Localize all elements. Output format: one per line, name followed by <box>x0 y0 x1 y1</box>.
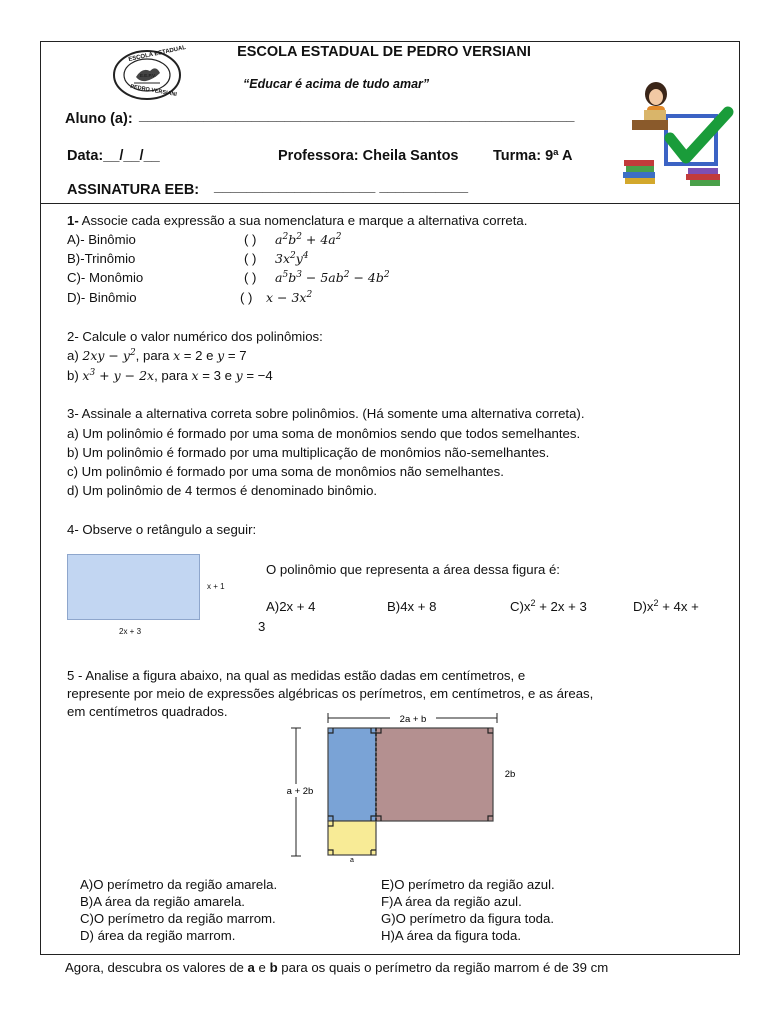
q5-prompt-line-1: 5 - Analise a figura abaixo, na qual as medidas estão dadas em centímetros, e <box>67 668 526 683</box>
q2-prompt: 2- Calcule o valor numérico dos polinômios: <box>67 329 323 344</box>
seal-center-text: E.E.P.V. <box>140 73 157 78</box>
q5-brown-region <box>376 728 493 821</box>
q1-option-a: A)- Binômio <box>67 232 136 247</box>
q3-option-a: a) Um polinômio é formado por uma soma de monômios sendo que todos semelhantes. <box>67 426 581 441</box>
q5-item-b: B)A área da região amarela. <box>80 894 245 909</box>
q1-answer-box-3[interactable]: ( ) <box>244 270 257 285</box>
seal-top-text: ESCOLA ESTADUAL <box>128 44 187 64</box>
q1-answer-box-2[interactable]: ( ) <box>244 251 257 266</box>
q5-label-right: 2b <box>504 769 516 780</box>
date-field[interactable]: Data:__/__/__ <box>67 148 160 164</box>
q1-answer-box-4[interactable]: ( ) <box>240 290 253 305</box>
seal-bottom-text: PEDRO VERSIANI <box>129 83 178 99</box>
q1-prompt: 1- Associe cada expressão a sua nomenclatura e marque a alternativa correta. <box>67 213 528 228</box>
q5-label-top: 2a + b <box>399 714 427 725</box>
q4-bottom-label: 2x + 3 <box>119 627 142 636</box>
q1-option-d: D)- Binômio <box>67 290 137 305</box>
q3-prompt: 3- Assinale a alternativa correta sobre polinômios. (Há somente uma alternativa correta). <box>67 406 585 421</box>
q2-item-a: a) $2xy - y^2$, para x = 2 e y = 7 <box>67 348 247 363</box>
school-name: ESCOLA ESTADUAL DE PEDRO VERSIANI <box>237 44 531 60</box>
q5-item-g: G)O perímetro da figura toda. <box>381 911 554 926</box>
q5-item-a: A)O perímetro da região amarela. <box>80 877 278 892</box>
q4-question: O polinômio que representa a área dessa figura é: <box>266 562 560 577</box>
q4-option-d: $D)x^2 + 4x$ + <box>633 598 699 614</box>
assinatura-label: ASSINATURA EEB: <box>67 182 200 198</box>
professora: Professora: Cheila Santos <box>278 148 459 164</box>
q5-figure <box>278 708 528 868</box>
q5-item-e: E)O perímetro da região azul. <box>381 877 555 892</box>
motto: “Educar é acima de tudo amar” <box>243 77 430 91</box>
q1-expression-1: $a^2b^2 + 4a^2$ <box>275 232 342 247</box>
q5-final-question: Agora, descubra os valores de a e b para os quais o perímetro da região marrom é de 39 cm <box>65 960 609 975</box>
q4-option-a: A)2x + 4 <box>266 599 316 614</box>
q5-item-c: C)O perímetro da região marrom. <box>80 911 276 926</box>
q3-option-b: b) Um polinômio é formado por uma multiplicação de monômios não-semelhantes. <box>67 445 550 460</box>
q5-item-d: D) área da região marrom. <box>80 928 236 943</box>
q4-rectangle <box>67 554 200 620</box>
q4-side-label: x + 1 <box>207 582 225 591</box>
aluno-name-field[interactable]: ______________________________________________________ <box>139 108 575 124</box>
q4-option-b: B)4x + 8 <box>387 599 437 614</box>
q5-prompt-line-2: represente por meio de expressões algébricas os perímetros, em centímetros, e as áreas, <box>67 686 594 701</box>
q2-item-b: b) $x^3 + y - 2x$, para x = 3 e y = −4 <box>67 368 273 383</box>
aluno-label: Aluno (a): <box>65 111 133 127</box>
q1-option-b: B)-Trinômio <box>67 251 136 266</box>
q4-prompt: 4- Observe o retângulo a seguir: <box>67 522 257 537</box>
q1-expression-3: $a^5b^3 - 5ab^2 - 4b^2$ <box>275 270 390 285</box>
q4-option-c: $C)x^2 + 2x + 3$ <box>510 598 587 614</box>
q5-prompt-line-3: em centímetros quadrados. <box>67 704 228 719</box>
q5-blue-region <box>328 728 376 821</box>
q1-expression-2: $3x^2y^4$ <box>275 251 309 266</box>
q3-option-c: c) Um polinômio é formado por uma soma de monômios não semelhantes. <box>67 464 504 479</box>
q1-expression-4: $x - 3x^2$ <box>266 290 313 305</box>
q1-option-c: C)- Monômio <box>67 270 144 285</box>
teacher-checkmark-illustration <box>618 80 738 192</box>
q5-yellow-region <box>328 821 376 855</box>
q3-option-d: d) Um polinômio de 4 termos é denominado binômio. <box>67 483 378 498</box>
q5-label-left: a + 2b <box>286 786 314 797</box>
header-divider <box>40 203 740 204</box>
q5-label-bottom: a <box>350 857 354 864</box>
q1-answer-box-1[interactable]: ( ) <box>244 232 257 247</box>
assinatura-field[interactable]: ____________________ ___________ <box>214 179 469 195</box>
q5-item-f: F)A área da região azul. <box>381 894 522 909</box>
turma: Turma: 9ª A <box>493 148 573 164</box>
q4-option-d-wrap: 3 <box>258 619 266 634</box>
q5-item-h: H)A área da figura toda. <box>381 928 522 943</box>
